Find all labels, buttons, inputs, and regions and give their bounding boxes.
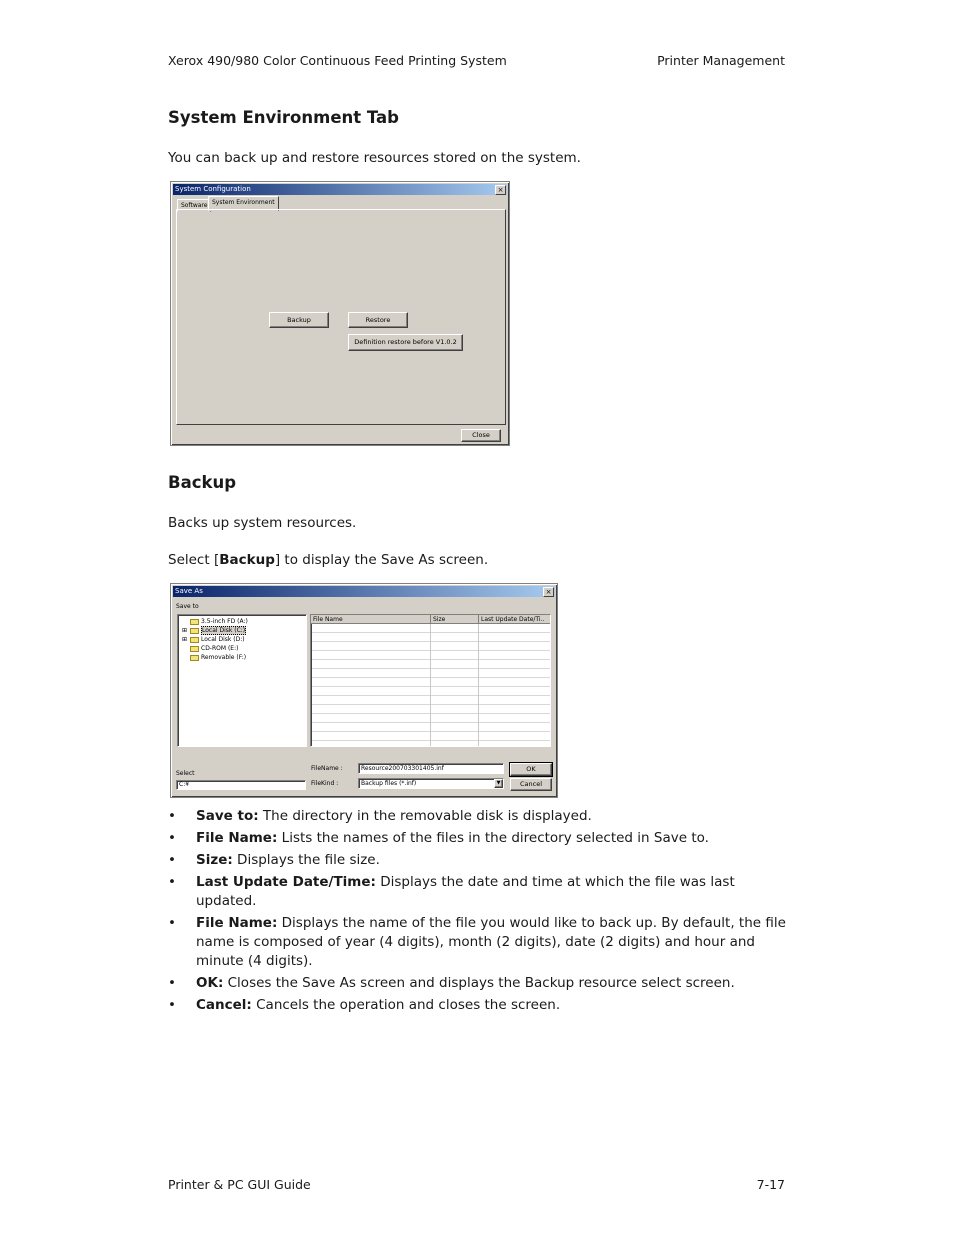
tab-panel — [176, 209, 506, 425]
definition-restore-button[interactable]: Definition restore before V1.0.2 — [348, 334, 463, 351]
save-to-label: Save to — [176, 603, 199, 610]
list-item — [168, 873, 788, 911]
column-header-file-name[interactable]: File Name — [311, 615, 431, 624]
list-item — [168, 974, 788, 993]
ok-button[interactable]: OK — [510, 763, 552, 776]
list-item-text: Lists the names of the files in the directory selected in Save to. — [277, 830, 709, 846]
field-description-list — [168, 807, 788, 1018]
tab-software[interactable]: Software — [177, 199, 211, 212]
sysconfig-titlebar — [173, 184, 507, 195]
column-header-last-update[interactable]: Last Update Date/Ti.. — [479, 615, 551, 624]
list-item — [168, 829, 788, 848]
expand-icon[interactable]: ⊞ — [182, 627, 188, 634]
footer-title: Printer & PC GUI Guide — [168, 1177, 311, 1192]
tree-item[interactable] — [182, 626, 248, 635]
tree-list — [182, 617, 248, 662]
list-item-term: Last Update Date/Time: — [196, 874, 376, 890]
tree-item-label: CD-ROM (E:) — [201, 645, 239, 652]
close-icon[interactable]: × — [543, 587, 554, 597]
expand-icon[interactable]: ⊞ — [182, 636, 188, 643]
tree-item-label: 3.5-inch FD (A:) — [201, 618, 248, 625]
section-heading-backup: Backup — [168, 473, 237, 492]
list-item-text: Cancels the operation and closes the screen. — [251, 997, 561, 1013]
restore-button[interactable]: Restore — [348, 312, 408, 328]
instruction-post: ] to display the Save As screen. — [274, 552, 489, 568]
select-label: Select — [176, 770, 195, 777]
filekind-select[interactable] — [358, 778, 504, 789]
list-item — [168, 996, 788, 1015]
list-item-text: Displays the file size. — [232, 852, 380, 868]
backup-description: Backs up system resources. — [168, 515, 357, 531]
folder-icon — [190, 646, 199, 652]
tree-item[interactable] — [182, 635, 248, 644]
list-item-term: File Name: — [196, 915, 278, 931]
column-divider — [478, 624, 479, 747]
list-item-text: Closes the Save As screen and displays the Backup resource select screen. — [223, 975, 735, 991]
list-item-term: OK: — [196, 975, 224, 991]
folder-icon — [190, 619, 199, 625]
instruction-bold: Backup — [219, 552, 275, 568]
folder-icon — [190, 628, 199, 634]
folder-tree[interactable] — [177, 614, 307, 747]
instruction-pre: Select [ — [168, 552, 220, 568]
section-intro: You can back up and restore resources stored on the system. — [168, 150, 581, 166]
backup-instruction — [168, 552, 488, 568]
filename-input[interactable]: Resource200703301405.inf — [358, 763, 504, 774]
list-item-term: Size: — [196, 852, 233, 868]
list-item-term: Cancel: — [196, 997, 252, 1013]
tree-item-label: Removable (F:) — [201, 654, 247, 661]
save-as-window — [170, 583, 558, 798]
list-item-text: Displays the name of the file you would like to back up. By default, the file name is composed of year (4 digits), month (2 digits), date (2 digits) and hour and minute (4 digits). — [196, 915, 786, 969]
tree-item-label: Local Disk (C:) — [202, 627, 246, 634]
sysconfig-title: System Configuration — [175, 185, 251, 193]
page-number: 7-17 — [756, 1177, 785, 1192]
tree-item[interactable] — [182, 617, 248, 626]
filekind-label: FileKind : — [311, 780, 339, 787]
saveas-titlebar — [173, 586, 555, 597]
column-divider — [430, 624, 431, 747]
list-item-text: The directory in the removable disk is displayed. — [258, 808, 592, 824]
select-path-field[interactable]: C:¥ — [176, 780, 306, 790]
list-item — [168, 914, 788, 971]
list-item-term: File Name: — [196, 830, 278, 846]
section-heading-system-environment: System Environment Tab — [168, 108, 399, 127]
list-item-term: Save to: — [196, 808, 259, 824]
tree-item[interactable] — [182, 653, 248, 662]
file-list[interactable] — [310, 614, 551, 747]
header-section: Printer Management — [657, 53, 785, 68]
chevron-down-icon[interactable]: ▼ — [494, 779, 503, 788]
tree-item[interactable] — [182, 644, 248, 653]
cancel-button[interactable]: Cancel — [510, 778, 552, 791]
close-icon[interactable]: × — [495, 185, 506, 195]
close-button[interactable]: Close — [461, 429, 501, 442]
tree-item-label: Local Disk (D:) — [201, 636, 245, 643]
filename-label: FileName : — [311, 765, 343, 772]
list-item-text: Displays the date and time at which the file was last updated. — [196, 874, 735, 909]
header-title: Xerox 490/980 Color Continuous Feed Printing System — [168, 53, 507, 68]
folder-icon — [190, 655, 199, 661]
list-item — [168, 807, 788, 826]
backup-button[interactable]: Backup — [269, 312, 329, 328]
folder-icon — [190, 637, 199, 643]
filekind-value: Backup files (*.inf) — [361, 780, 417, 787]
tab-system-environment[interactable]: System Environment — [208, 196, 279, 211]
column-header-size[interactable]: Size — [431, 615, 479, 624]
system-configuration-window — [170, 181, 510, 446]
list-item — [168, 851, 788, 870]
saveas-title: Save As — [175, 587, 203, 595]
